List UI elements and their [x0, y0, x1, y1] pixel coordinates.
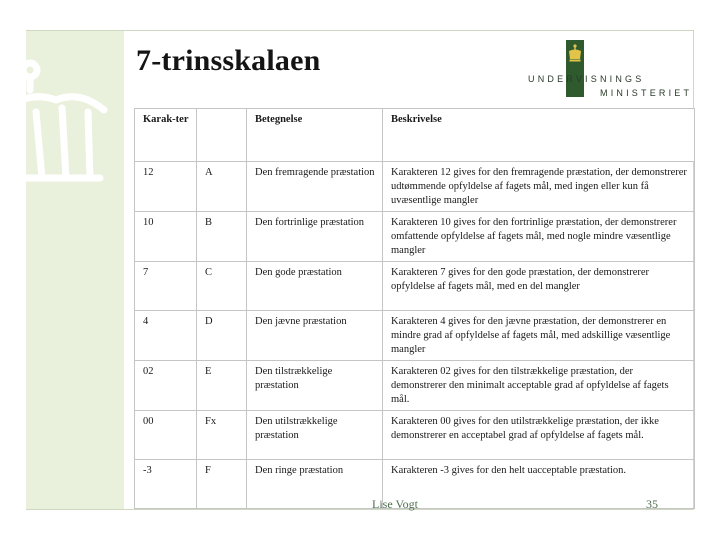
logo-text-line2: MINISTERIET — [600, 88, 693, 98]
cell-letter: E — [197, 361, 247, 411]
frame-bottom-line — [26, 509, 694, 510]
table-row — [135, 311, 695, 361]
cell-letter: F — [197, 460, 247, 509]
cell-description: Karakteren 00 gives for den utilstrækkelige præstation, der ikke demonstrerer en acceptabel grad af opfyldelse af fagets mål. — [383, 411, 695, 460]
table-row — [135, 162, 695, 212]
cell-designation: Den jævne præstation — [247, 311, 383, 361]
table-row — [135, 262, 695, 311]
logo-text-line1: UNDERVISNINGS — [528, 74, 645, 84]
crown-watermark-icon — [0, 50, 110, 190]
cell-designation: Den fremragende præstation — [247, 162, 383, 212]
cell-grade: 00 — [135, 411, 197, 460]
cell-description: Karakteren 10 gives for den fortrinlige præstation, der demonstrerer omfattende opfyldelse af fagets mål, med nogle mindre væsentlige mangler — [383, 212, 695, 262]
table-row — [135, 361, 695, 411]
cell-description: Karakteren 12 gives for den fremragende præstation, der demonstrerer udtømmende opfyldelse af fagets mål, med ingen eller kun få uvæsentlige mangler — [383, 162, 695, 212]
cell-description: Karakteren 7 gives for den gode præstation, der demonstrerer opfyldelse af fagets mål, med en del mangler — [383, 262, 695, 311]
cell-grade: 7 — [135, 262, 197, 311]
cell-letter: B — [197, 212, 247, 262]
cell-designation: Den gode præstation — [247, 262, 383, 311]
table-row — [135, 212, 695, 262]
grade-scale-table — [134, 108, 695, 509]
cell-designation: Den ringe præstation — [247, 460, 383, 509]
cell-letter: Fx — [197, 411, 247, 460]
header-cell-designation: Betegnelse — [247, 109, 383, 162]
cell-grade: -3 — [135, 460, 197, 509]
cell-designation: Den utilstrækkelige præstation — [247, 411, 383, 460]
header-cell-letter — [197, 109, 247, 162]
logo-crown-icon — [568, 44, 582, 62]
cell-designation: Den tilstrækkelige præstation — [247, 361, 383, 411]
footer-author: Lise Vogt — [372, 497, 418, 511]
cell-grade: 02 — [135, 361, 197, 411]
slide-title: 7-trinsskalaen — [136, 44, 321, 77]
header-cell-grade: Karak-ter — [135, 109, 197, 162]
page-number: 35 — [646, 497, 658, 511]
cell-grade: 10 — [135, 212, 197, 262]
cell-letter: A — [197, 162, 247, 212]
cell-description: Karakteren -3 gives for den helt uacceptable præstation. — [383, 460, 695, 509]
cell-letter: D — [197, 311, 247, 361]
cell-description: Karakteren 02 gives for den tilstrækkelige præstation, der demonstrerer den minimalt acceptable grad af opfyldelse af fagets mål. — [383, 361, 695, 411]
table-header-row — [135, 109, 695, 162]
header-cell-description: Beskrivelse — [383, 109, 695, 162]
cell-designation: Den fortrinlige præstation — [247, 212, 383, 262]
cell-grade: 4 — [135, 311, 197, 361]
cell-letter: C — [197, 262, 247, 311]
cell-description: Karakteren 4 gives for den jævne præstation, der demonstrerer en mindre grad af opfyldelse af fagets mål, med adskillige væsentlige mangler — [383, 311, 695, 361]
table-row — [135, 411, 695, 460]
frame-top-line — [26, 30, 694, 31]
cell-grade: 12 — [135, 162, 197, 212]
